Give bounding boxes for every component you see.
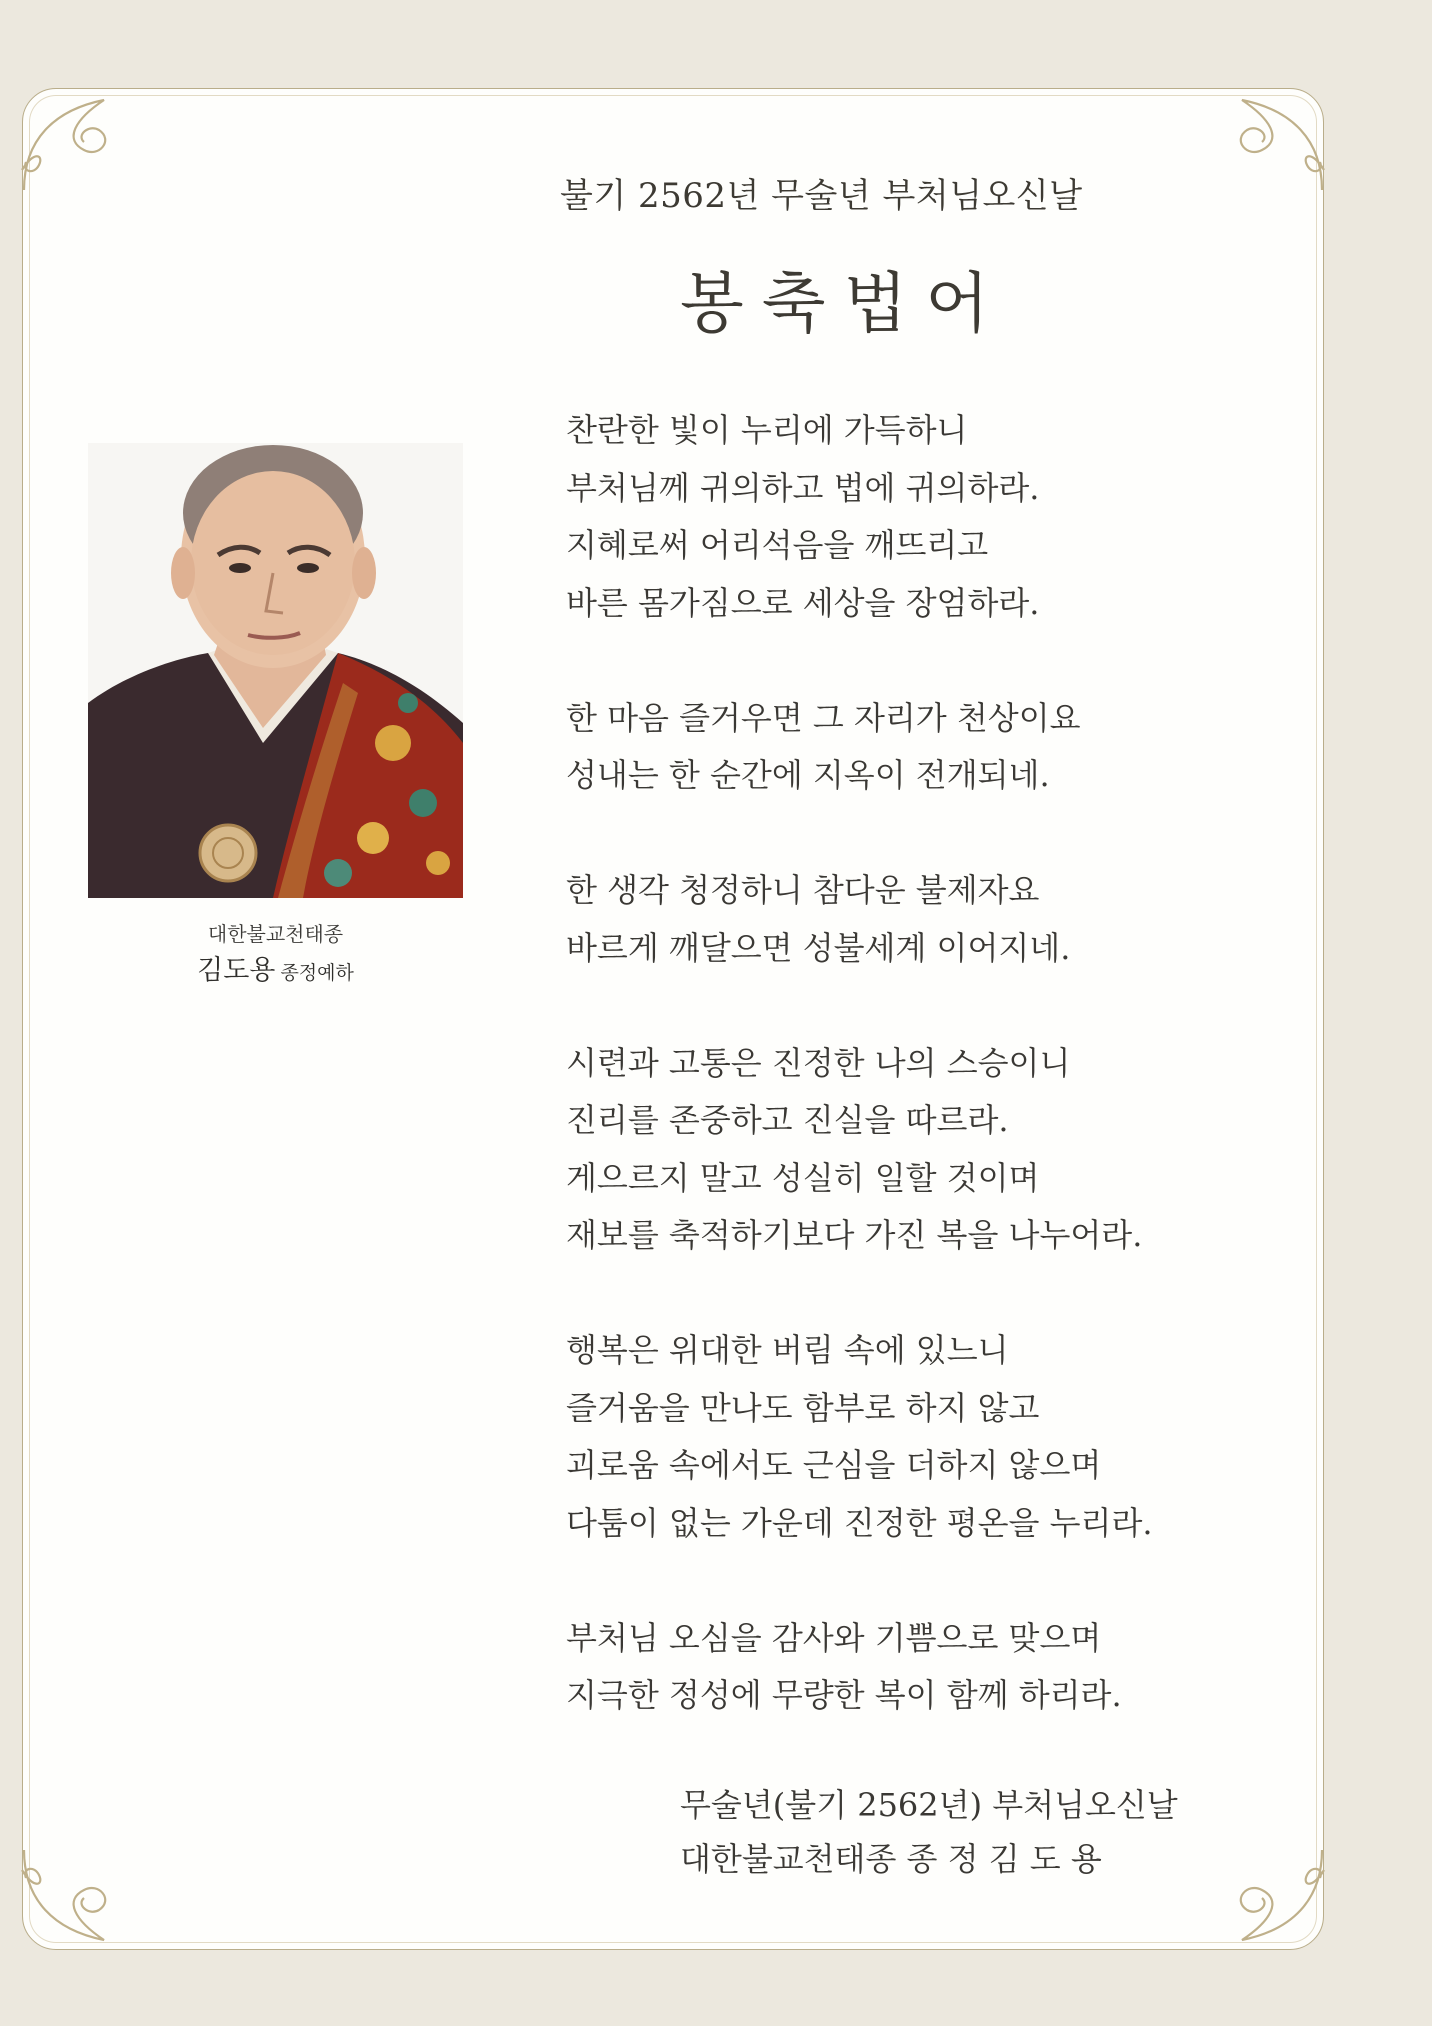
closing-date-line: 무술년(불기 2562년) 부처님오신날 <box>680 1786 1178 1824</box>
portrait-caption <box>88 948 463 987</box>
verse-line: 성내는 한 순간에 지옥이 전개되네. <box>566 756 1050 794</box>
verse-line: 시련과 고통은 진정한 나의 스승이니 <box>566 1043 1071 1082</box>
verse-line: 괴로움 속에서도 근심을 더하지 않으며 <box>566 1446 1102 1484</box>
verse-stanza <box>566 402 1266 632</box>
verse-stanza <box>566 690 1266 805</box>
verse-line: 재보를 축적하기보다 가진 복을 나누어라. <box>566 1216 1143 1254</box>
closing-signature-line: 대한불교천태종 종 정 김 도 용 <box>680 1840 1102 1878</box>
verse-line: 지극한 정성에 무량한 복이 함께 하리라. <box>566 1676 1122 1714</box>
verse-line: 부처님 오심을 감사와 기쁨으로 맞으며 <box>566 1618 1102 1657</box>
portrait-caption-organization: 대한불교천태종 <box>207 922 344 946</box>
verse-line: 행복은 위대한 버림 속에 있느니 <box>566 1331 1009 1369</box>
verse-stanza <box>566 1610 1266 1725</box>
verse-stanza <box>566 1035 1266 1265</box>
verse-line: 찬란한 빛이 누리에 가득하니 <box>566 411 968 449</box>
verse-stanza <box>566 862 1266 977</box>
verse-line: 다툼이 없는 가운데 진정한 평온을 누리라. <box>566 1503 1153 1542</box>
verse-line: 바르게 깨달으면 성불세계 이어지네. <box>566 928 1071 967</box>
corner-flourish-top-right-icon <box>1212 80 1332 200</box>
portrait-caption-honorific: 종정예하 <box>280 962 354 984</box>
corner-flourish-bottom-right-icon <box>1212 1840 1332 1960</box>
verse-line: 한 생각 청정하니 참다운 불제자요 <box>566 871 1040 909</box>
verse-line: 게으르지 말고 성실히 일할 것이며 <box>566 1158 1040 1197</box>
verse-line: 한 마음 즐거우면 그 자리가 천상이요 <box>566 698 1081 737</box>
corner-flourish-top-left-icon <box>14 80 134 200</box>
corner-flourish-bottom-left-icon <box>14 1840 134 1960</box>
portrait-caption-name: 김도용 <box>197 955 276 986</box>
portrait-photo <box>88 443 463 898</box>
verse-line: 지혜로써 어리석음을 깨뜨리고 <box>566 526 989 564</box>
verse-stanza <box>566 1322 1266 1552</box>
verse-line: 진리를 존중하고 진실을 따르라. <box>566 1101 1009 1139</box>
closing-block <box>680 1778 1200 1886</box>
page-title: 봉축법어 <box>680 265 1008 342</box>
verse-line: 바른 몸가짐으로 세상을 장엄하라. <box>566 583 1040 622</box>
verse-line: 즐거움을 만나도 함부로 하지 않고 <box>566 1388 1040 1427</box>
dharma-verse <box>566 402 1266 1782</box>
verse-line: 부처님께 귀의하고 법에 귀의하라. <box>566 468 1040 507</box>
event-heading: 불기 2562년 무술년 부처님오신날 <box>560 176 1083 216</box>
